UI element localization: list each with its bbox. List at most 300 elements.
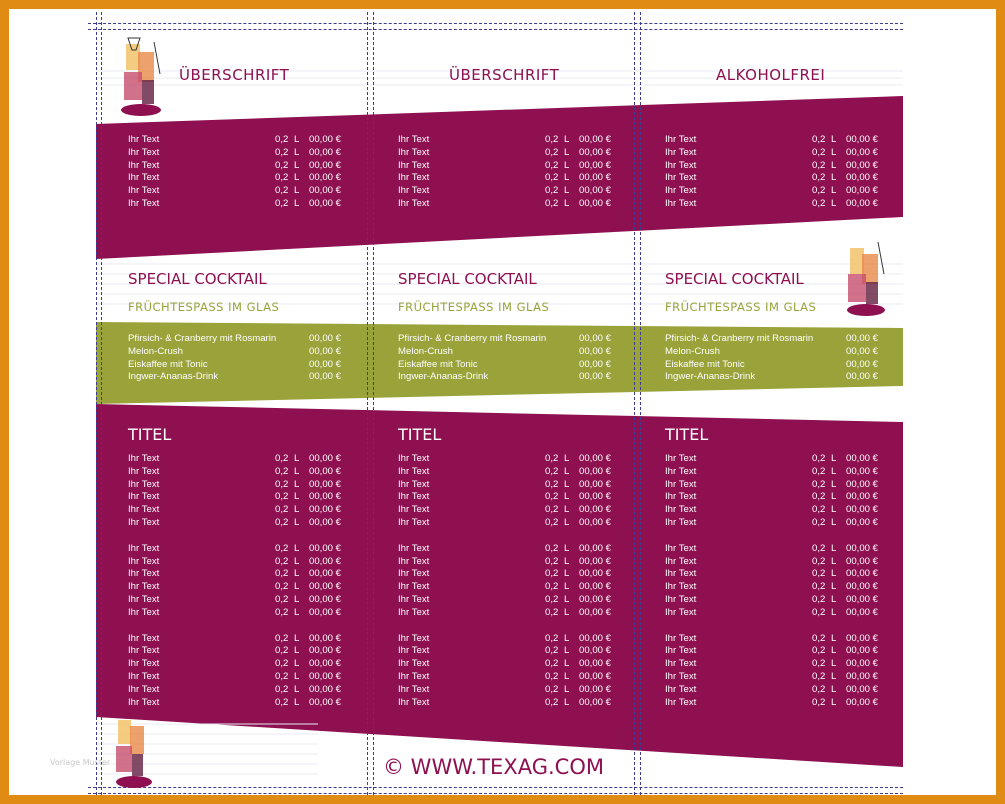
item-unit: L xyxy=(564,593,570,605)
item-qty: 0,2 xyxy=(812,491,826,503)
list-item xyxy=(398,543,618,556)
item-price: 00,00 € xyxy=(579,658,612,670)
top-item-list xyxy=(398,134,618,211)
item-qty: 0,2 xyxy=(545,478,559,490)
item-name: Ihr Text xyxy=(665,504,697,516)
item-unit: L xyxy=(564,581,570,593)
item-unit: L xyxy=(831,658,837,670)
item-price: 00,00 € xyxy=(309,645,342,657)
item-qty: 0,2 xyxy=(812,478,826,490)
item-unit: L xyxy=(294,606,300,618)
item-qty: 0,2 xyxy=(275,645,289,657)
item-price: 00,00 € xyxy=(846,658,879,670)
list-item xyxy=(128,134,348,147)
item-qty: 0,2 xyxy=(812,453,826,464)
list-item xyxy=(665,671,885,684)
item-name: Ihr Text xyxy=(128,172,160,184)
item-price: 00,00 € xyxy=(846,555,879,567)
item-qty: 0,2 xyxy=(545,670,559,682)
list-item xyxy=(398,671,618,684)
item-unit: L xyxy=(294,516,300,528)
item-price: 00,00 € xyxy=(579,606,612,618)
item-unit: L xyxy=(294,555,300,567)
list-item xyxy=(398,134,618,147)
list-item xyxy=(398,697,618,710)
item-qty: 0,2 xyxy=(545,593,559,605)
item-price: 00,00 € xyxy=(309,606,342,618)
item-name: Ihr Text xyxy=(128,134,160,145)
item-price: 00,00 € xyxy=(309,146,342,158)
item-price: 00,00 € xyxy=(309,696,342,708)
list-item xyxy=(665,504,885,517)
item-unit: L xyxy=(564,172,570,184)
item-price: 00,00 € xyxy=(846,453,879,464)
list-item xyxy=(665,633,885,646)
item-name: Eiskaffee mit Tonic xyxy=(665,358,745,370)
item-name: Ihr Text xyxy=(398,159,430,171)
guide-line xyxy=(373,12,374,795)
item-unit: L xyxy=(831,146,837,158)
list-item xyxy=(665,346,885,359)
item-name: Ihr Text xyxy=(665,453,697,464)
item-name: Melon-Crush xyxy=(665,345,720,357)
cocktail-list xyxy=(665,333,885,384)
item-qty: 0,2 xyxy=(812,516,826,528)
list-item xyxy=(128,658,348,671)
item-qty: 0,2 xyxy=(812,696,826,708)
list-item xyxy=(128,333,348,346)
item-qty: 0,2 xyxy=(275,185,289,197)
item-unit: L xyxy=(294,159,300,171)
guide-line xyxy=(640,12,641,795)
item-price: 00,00 € xyxy=(309,491,342,503)
item-qty: 0,2 xyxy=(545,504,559,516)
item-price: 00,00 € xyxy=(309,358,342,370)
item-qty: 0,2 xyxy=(275,593,289,605)
item-name: Ihr Text xyxy=(128,542,160,554)
item-name: Ingwer-Ananas-Drink xyxy=(665,371,756,383)
item-price: 00,00 € xyxy=(846,593,879,605)
list-item xyxy=(128,594,348,607)
item-qty: 0,2 xyxy=(275,172,289,184)
item-name: Ihr Text xyxy=(398,172,430,184)
item-unit: L xyxy=(564,478,570,490)
list-item xyxy=(665,543,885,556)
item-qty: 0,2 xyxy=(812,134,826,145)
item-price: 00,00 € xyxy=(579,146,612,158)
item-price: 00,00 € xyxy=(846,542,879,554)
item-qty: 0,2 xyxy=(545,172,559,184)
item-name: Ihr Text xyxy=(128,159,160,171)
item-unit: L xyxy=(294,197,300,209)
item-qty: 0,2 xyxy=(545,159,559,171)
item-unit: L xyxy=(294,478,300,490)
list-item xyxy=(128,185,348,198)
item-name: Ihr Text xyxy=(665,465,697,477)
list-item xyxy=(665,172,885,185)
item-qty: 0,2 xyxy=(812,185,826,197)
item-name: Ihr Text xyxy=(128,185,160,197)
list-item xyxy=(398,160,618,173)
list-item xyxy=(398,333,618,346)
item-qty: 0,2 xyxy=(812,658,826,670)
item-name: Ihr Text xyxy=(128,516,160,528)
item-unit: L xyxy=(294,696,300,708)
item-name: Ihr Text xyxy=(128,453,160,464)
item-name: Ihr Text xyxy=(665,555,697,567)
item-unit: L xyxy=(831,542,837,554)
item-price: 00,00 € xyxy=(846,358,879,370)
item-price: 00,00 € xyxy=(579,568,612,580)
list-item xyxy=(128,453,348,466)
item-qty: 0,2 xyxy=(812,542,826,554)
item-qty: 0,2 xyxy=(812,670,826,682)
list-item xyxy=(128,371,348,384)
item-name: Ihr Text xyxy=(665,568,697,580)
list-item xyxy=(665,517,885,530)
item-unit: L xyxy=(564,159,570,171)
item-name: Ihr Text xyxy=(128,683,160,695)
item-price: 00,00 € xyxy=(579,683,612,695)
item-name: Ihr Text xyxy=(398,606,430,618)
list-item xyxy=(128,697,348,710)
item-name: Ihr Text xyxy=(665,172,697,184)
item-qty: 0,2 xyxy=(545,696,559,708)
item-price: 00,00 € xyxy=(579,358,612,370)
special-subheading: FRÜCHTESPASS IM GLAS xyxy=(398,300,550,314)
item-name: Eiskaffee mit Tonic xyxy=(398,358,478,370)
list-item xyxy=(665,333,885,346)
list-item xyxy=(128,359,348,372)
list-item xyxy=(665,556,885,569)
list-item xyxy=(398,658,618,671)
item-price: 00,00 € xyxy=(846,159,879,171)
item-price: 00,00 € xyxy=(579,670,612,682)
item-name: Ihr Text xyxy=(665,696,697,708)
item-price: 00,00 € xyxy=(579,333,612,344)
item-price: 00,00 € xyxy=(846,146,879,158)
list-item xyxy=(665,594,885,607)
item-price: 00,00 € xyxy=(579,696,612,708)
item-qty: 0,2 xyxy=(545,606,559,618)
item-price: 00,00 € xyxy=(846,645,879,657)
list-item xyxy=(398,607,618,620)
item-name: Ihr Text xyxy=(398,504,430,516)
item-name: Ihr Text xyxy=(665,670,697,682)
item-qty: 0,2 xyxy=(545,581,559,593)
item-name: Ihr Text xyxy=(665,134,697,145)
titel-item-list xyxy=(665,453,885,709)
item-unit: L xyxy=(564,658,570,670)
item-name: Ihr Text xyxy=(128,491,160,503)
item-price: 00,00 € xyxy=(309,345,342,357)
item-price: 00,00 € xyxy=(846,134,879,145)
item-qty: 0,2 xyxy=(812,606,826,618)
list-item xyxy=(128,479,348,492)
item-name: Ihr Text xyxy=(398,645,430,657)
item-unit: L xyxy=(564,696,570,708)
item-price: 00,00 € xyxy=(579,345,612,357)
list-item xyxy=(665,568,885,581)
item-qty: 0,2 xyxy=(545,555,559,567)
item-price: 00,00 € xyxy=(846,491,879,503)
item-unit: L xyxy=(831,197,837,209)
item-qty: 0,2 xyxy=(545,465,559,477)
item-name: Ihr Text xyxy=(398,568,430,580)
item-name: Ihr Text xyxy=(398,478,430,490)
item-name: Ihr Text xyxy=(665,478,697,490)
column-header: ÜBERSCHRIFT xyxy=(449,66,560,84)
item-name: Ihr Text xyxy=(665,185,697,197)
item-unit: L xyxy=(294,504,300,516)
item-unit: L xyxy=(831,683,837,695)
list-item xyxy=(398,466,618,479)
item-qty: 0,2 xyxy=(275,632,289,644)
item-qty: 0,2 xyxy=(275,478,289,490)
item-name: Ihr Text xyxy=(128,696,160,708)
list-item xyxy=(398,633,618,646)
item-unit: L xyxy=(294,185,300,197)
item-qty: 0,2 xyxy=(275,197,289,209)
item-qty: 0,2 xyxy=(545,146,559,158)
item-unit: L xyxy=(564,670,570,682)
list-item xyxy=(128,633,348,646)
item-price: 00,00 € xyxy=(579,159,612,171)
item-price: 00,00 € xyxy=(579,516,612,528)
item-price: 00,00 € xyxy=(579,172,612,184)
menu-sheet xyxy=(88,12,903,795)
list-item xyxy=(398,185,618,198)
item-price: 00,00 € xyxy=(309,542,342,554)
item-unit: L xyxy=(564,146,570,158)
menu-column-3 xyxy=(665,12,903,795)
list-item xyxy=(398,198,618,211)
item-name: Ihr Text xyxy=(398,593,430,605)
item-unit: L xyxy=(831,504,837,516)
item-price: 00,00 € xyxy=(309,478,342,490)
special-heading: SPECIAL COCKTAIL xyxy=(665,270,804,288)
website-footer: © WWW.TEXAG.COM xyxy=(383,755,604,779)
item-unit: L xyxy=(294,568,300,580)
item-qty: 0,2 xyxy=(812,465,826,477)
item-unit: L xyxy=(564,606,570,618)
list-item xyxy=(665,479,885,492)
item-price: 00,00 € xyxy=(579,134,612,145)
item-price: 00,00 € xyxy=(309,581,342,593)
item-unit: L xyxy=(831,185,837,197)
item-price: 00,00 € xyxy=(309,516,342,528)
item-price: 00,00 € xyxy=(579,632,612,644)
list-item xyxy=(665,658,885,671)
list-item xyxy=(665,491,885,504)
item-price: 00,00 € xyxy=(579,478,612,490)
item-price: 00,00 € xyxy=(846,606,879,618)
item-price: 00,00 € xyxy=(309,197,342,209)
item-qty: 0,2 xyxy=(545,632,559,644)
item-qty: 0,2 xyxy=(275,696,289,708)
item-name: Ihr Text xyxy=(665,516,697,528)
item-price: 00,00 € xyxy=(579,542,612,554)
list-item xyxy=(128,684,348,697)
item-unit: L xyxy=(564,632,570,644)
item-name: Ihr Text xyxy=(665,593,697,605)
item-unit: L xyxy=(294,593,300,605)
item-price: 00,00 € xyxy=(579,581,612,593)
cocktail-list xyxy=(128,333,348,384)
item-unit: L xyxy=(564,465,570,477)
item-name: Ihr Text xyxy=(398,632,430,644)
item-unit: L xyxy=(831,478,837,490)
list-item xyxy=(398,491,618,504)
item-price: 00,00 € xyxy=(309,185,342,197)
item-qty: 0,2 xyxy=(275,555,289,567)
item-unit: L xyxy=(294,632,300,644)
list-item xyxy=(665,466,885,479)
special-subheading: FRÜCHTESPASS IM GLAS xyxy=(665,300,817,314)
item-unit: L xyxy=(831,491,837,503)
item-qty: 0,2 xyxy=(545,453,559,464)
list-item xyxy=(665,198,885,211)
item-unit: L xyxy=(831,555,837,567)
item-price: 00,00 € xyxy=(846,172,879,184)
item-name: Ihr Text xyxy=(398,197,430,209)
item-name: Ihr Text xyxy=(665,197,697,209)
item-price: 00,00 € xyxy=(309,683,342,695)
item-name: Ihr Text xyxy=(128,478,160,490)
item-name: Ihr Text xyxy=(398,683,430,695)
item-name: Melon-Crush xyxy=(128,345,183,357)
item-name: Ihr Text xyxy=(398,465,430,477)
list-item xyxy=(665,607,885,620)
item-name: Ihr Text xyxy=(128,568,160,580)
list-item xyxy=(398,594,618,607)
item-qty: 0,2 xyxy=(812,568,826,580)
item-price: 00,00 € xyxy=(846,504,879,516)
list-item xyxy=(665,645,885,658)
item-name: Ihr Text xyxy=(128,632,160,644)
item-price: 00,00 € xyxy=(309,632,342,644)
list-item xyxy=(665,160,885,173)
item-unit: L xyxy=(294,658,300,670)
list-item xyxy=(398,517,618,530)
list-item xyxy=(128,671,348,684)
item-unit: L xyxy=(294,670,300,682)
cocktail-list xyxy=(398,333,618,384)
item-price: 00,00 € xyxy=(846,670,879,682)
guide-line xyxy=(101,12,102,795)
list-item xyxy=(665,453,885,466)
section-title: TITEL xyxy=(398,425,442,444)
list-item xyxy=(398,568,618,581)
item-qty: 0,2 xyxy=(812,172,826,184)
item-unit: L xyxy=(294,683,300,695)
item-qty: 0,2 xyxy=(275,516,289,528)
list-item xyxy=(665,359,885,372)
item-qty: 0,2 xyxy=(275,670,289,682)
menu-column-2 xyxy=(398,12,638,795)
item-name: Ihr Text xyxy=(398,542,430,554)
item-price: 00,00 € xyxy=(309,371,342,383)
item-name: Ihr Text xyxy=(398,516,430,528)
item-name: Ihr Text xyxy=(665,606,697,618)
item-price: 00,00 € xyxy=(309,593,342,605)
item-name: Ihr Text xyxy=(398,555,430,567)
list-item xyxy=(665,697,885,710)
item-unit: L xyxy=(564,516,570,528)
list-item xyxy=(128,198,348,211)
item-price: 00,00 € xyxy=(579,185,612,197)
item-unit: L xyxy=(831,645,837,657)
list-item xyxy=(398,504,618,517)
watermark-text: Vorlage Muster xyxy=(50,758,111,767)
item-unit: L xyxy=(831,593,837,605)
item-qty: 0,2 xyxy=(545,658,559,670)
item-price: 00,00 € xyxy=(846,465,879,477)
titel-item-list xyxy=(398,453,618,709)
item-price: 00,00 € xyxy=(309,555,342,567)
list-item xyxy=(398,645,618,658)
list-item xyxy=(128,568,348,581)
item-price: 00,00 € xyxy=(846,581,879,593)
item-name: Ihr Text xyxy=(128,146,160,158)
item-unit: L xyxy=(564,453,570,464)
item-name: Ihr Text xyxy=(128,465,160,477)
item-price: 00,00 € xyxy=(579,453,612,464)
item-name: Ihr Text xyxy=(398,581,430,593)
list-item xyxy=(128,147,348,160)
item-unit: L xyxy=(564,568,570,580)
item-name: Ihr Text xyxy=(665,581,697,593)
item-unit: L xyxy=(831,172,837,184)
item-price: 00,00 € xyxy=(579,645,612,657)
top-item-list xyxy=(665,134,885,211)
item-price: 00,00 € xyxy=(846,478,879,490)
item-name: Ihr Text xyxy=(665,159,697,171)
list-item xyxy=(128,581,348,594)
item-name: Ihr Text xyxy=(128,658,160,670)
top-item-list xyxy=(128,134,348,211)
item-qty: 0,2 xyxy=(275,134,289,145)
list-item xyxy=(398,684,618,697)
item-price: 00,00 € xyxy=(579,465,612,477)
item-qty: 0,2 xyxy=(812,197,826,209)
list-item xyxy=(128,556,348,569)
item-price: 00,00 € xyxy=(309,658,342,670)
list-item xyxy=(398,479,618,492)
item-qty: 0,2 xyxy=(275,568,289,580)
list-item xyxy=(398,581,618,594)
item-name: Ihr Text xyxy=(128,581,160,593)
item-name: Ihr Text xyxy=(128,504,160,516)
item-price: 00,00 € xyxy=(579,593,612,605)
item-price: 00,00 € xyxy=(846,516,879,528)
item-unit: L xyxy=(831,516,837,528)
item-qty: 0,2 xyxy=(275,491,289,503)
item-price: 00,00 € xyxy=(846,632,879,644)
list-item xyxy=(128,543,348,556)
list-item xyxy=(398,172,618,185)
item-unit: L xyxy=(564,683,570,695)
item-name: Ihr Text xyxy=(665,632,697,644)
list-item xyxy=(398,556,618,569)
item-price: 00,00 € xyxy=(579,504,612,516)
item-qty: 0,2 xyxy=(545,134,559,145)
column-header: ÜBERSCHRIFT xyxy=(179,66,290,84)
special-heading: SPECIAL COCKTAIL xyxy=(398,270,537,288)
item-qty: 0,2 xyxy=(812,159,826,171)
item-qty: 0,2 xyxy=(812,581,826,593)
list-item xyxy=(398,147,618,160)
